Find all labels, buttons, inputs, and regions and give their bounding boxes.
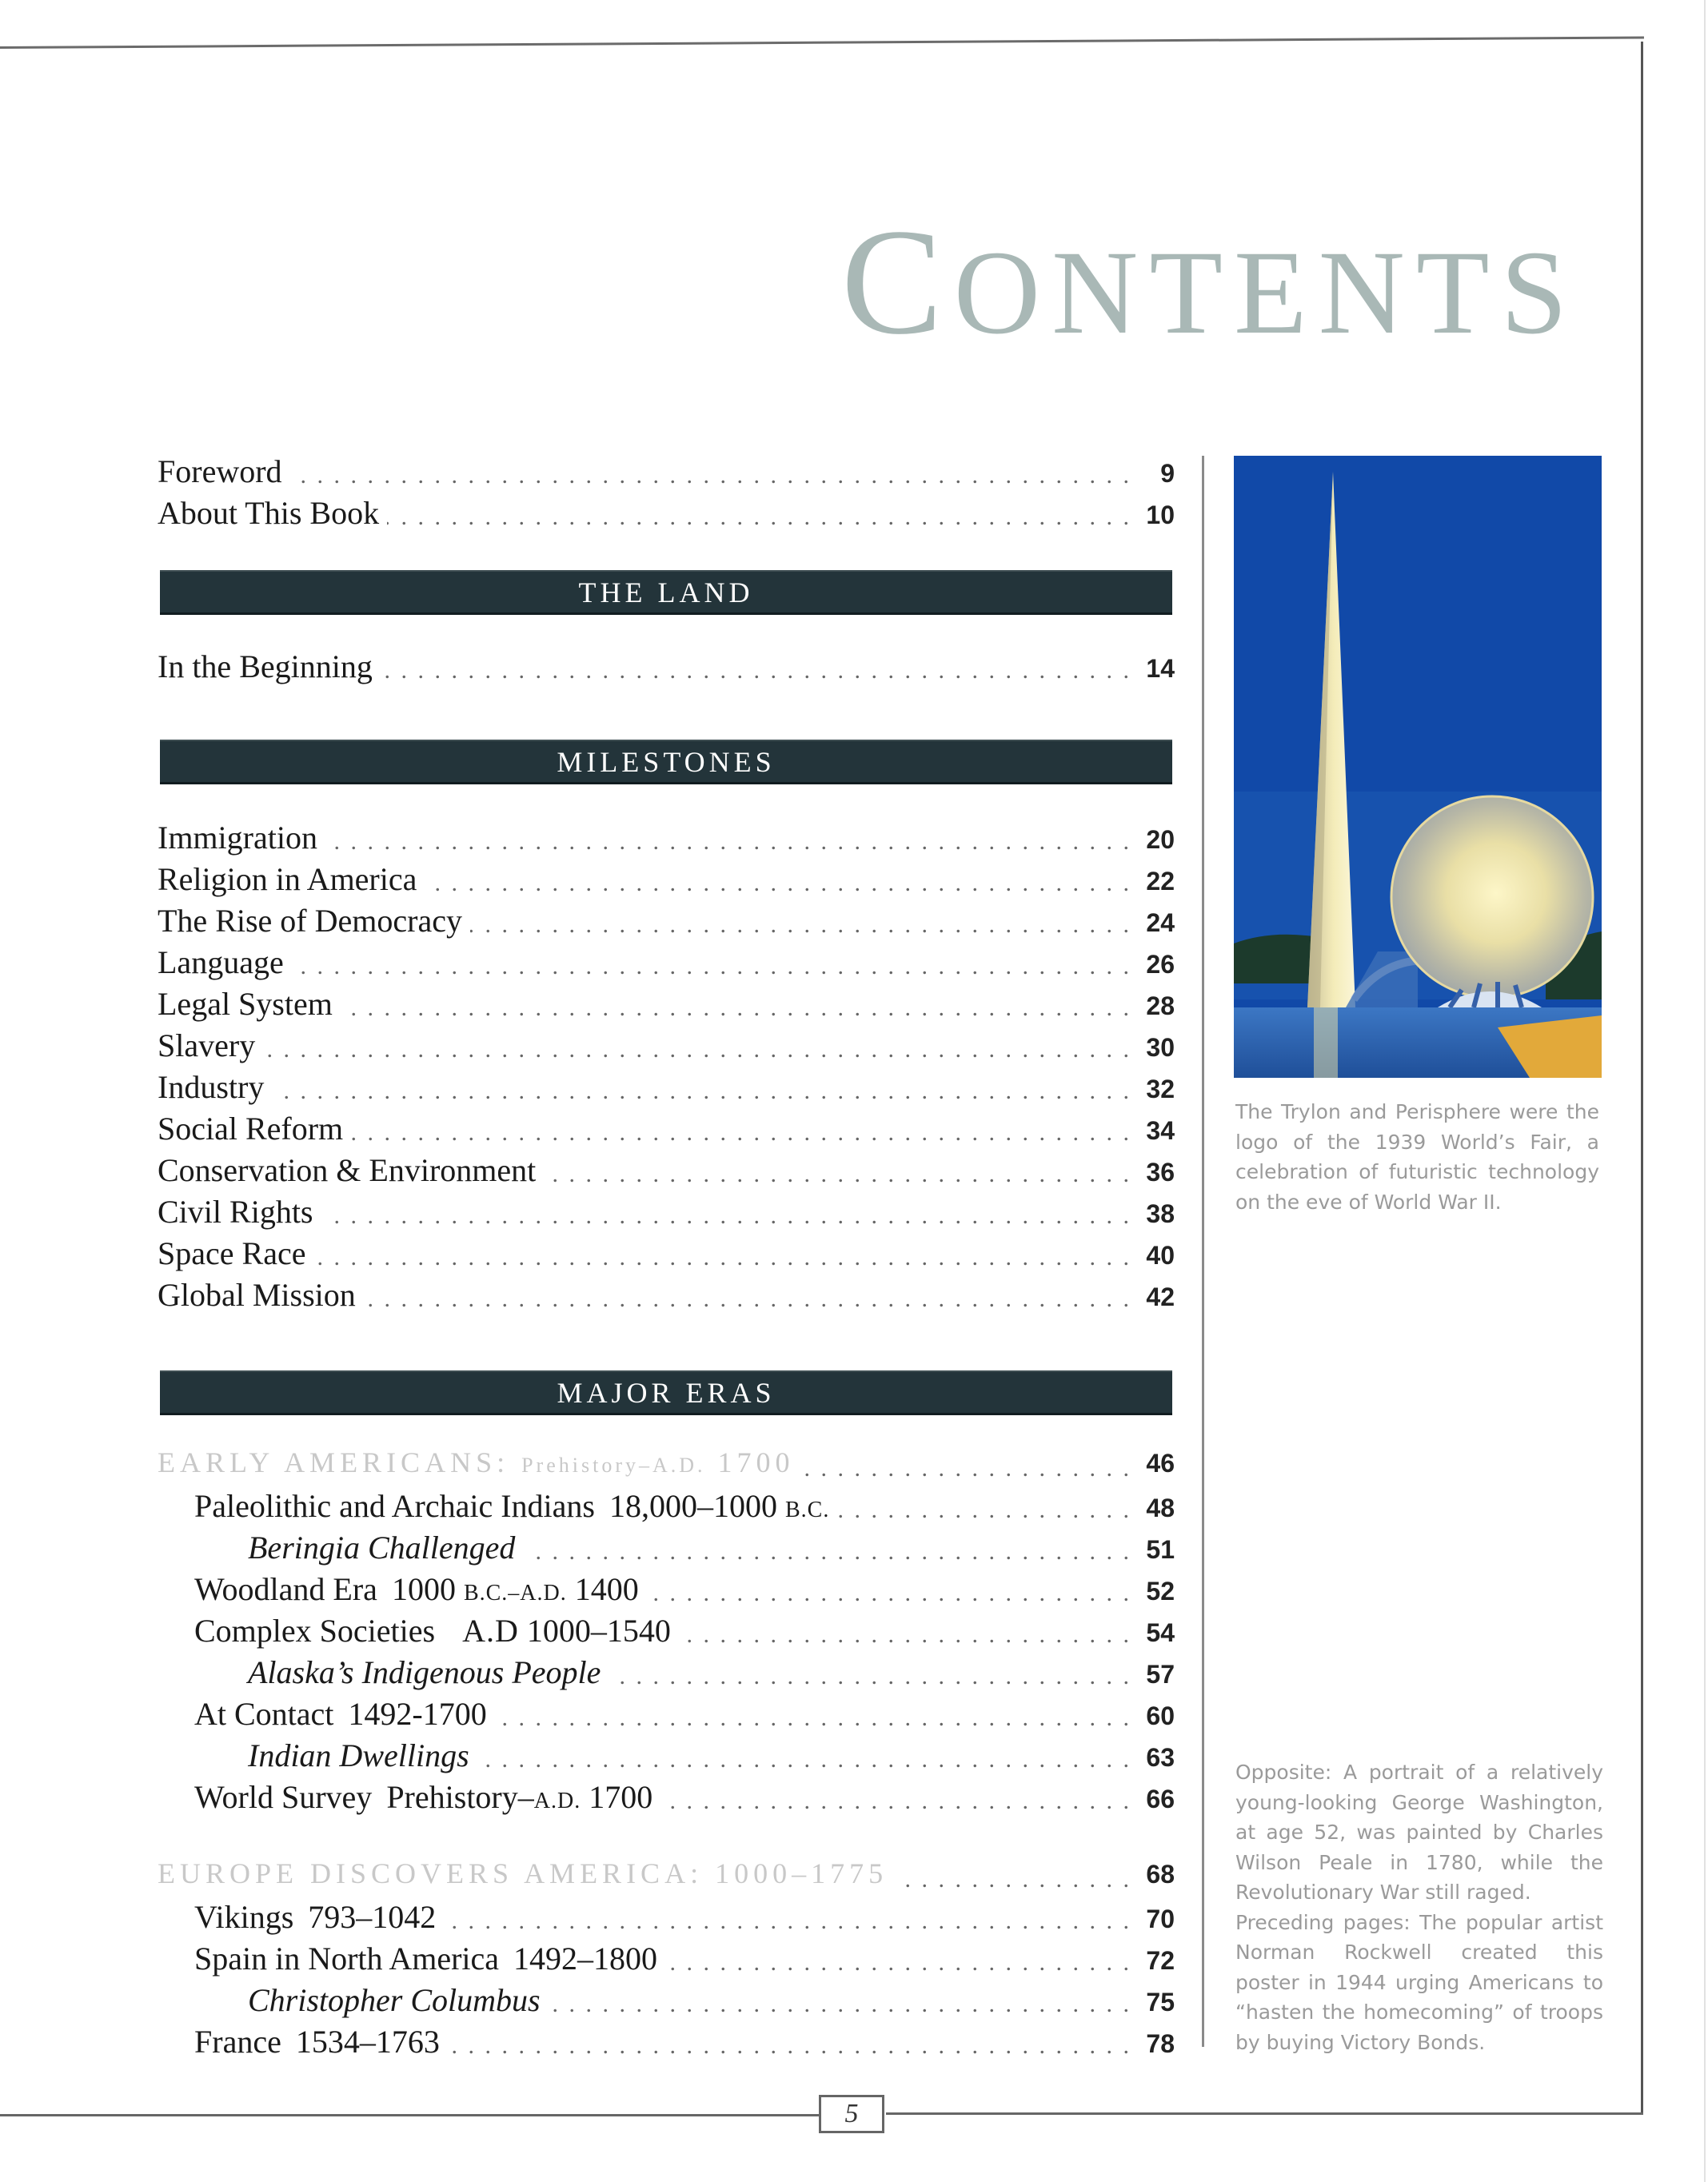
toc-entry-page: 57 xyxy=(1146,1660,1175,1689)
toc-entry[interactable] xyxy=(158,819,1175,860)
dot-leader xyxy=(470,907,1131,939)
toc-entry-label: At Contact 1492-1700 xyxy=(194,1695,495,1733)
page-frame-top-rule xyxy=(0,36,1644,49)
dot-leader xyxy=(425,865,1131,897)
dot-leader xyxy=(679,1617,1131,1649)
toc-entry[interactable] xyxy=(158,1235,1175,1276)
toc-entry-label: Vikings 793–1042 xyxy=(194,1898,444,1936)
toc-entry-label: Conservation & Environment xyxy=(158,1151,544,1189)
toc-entry-page: 40 xyxy=(1146,1241,1175,1270)
toc-entry-page: 20 xyxy=(1146,825,1175,854)
facing-page-captions xyxy=(1235,1757,1603,2057)
toc-entry-label: Legal System xyxy=(158,985,341,1023)
toc-entry-page: 24 xyxy=(1146,908,1175,937)
toc-entry-page: 68 xyxy=(1146,1860,1175,1889)
toc-entry-page: 60 xyxy=(1146,1701,1175,1730)
toc-entry[interactable] xyxy=(158,1529,1175,1570)
toc-entry-label: Complex Societies A.D 1000–1540 xyxy=(194,1612,679,1649)
toc-entry-label: France 1534–1763 xyxy=(194,2023,448,2060)
toc-entry[interactable] xyxy=(158,1487,1175,1529)
toc-entry-page: 22 xyxy=(1146,867,1175,896)
toc-entry[interactable] xyxy=(158,1737,1175,1778)
toc-entry-page: 46 xyxy=(1146,1449,1175,1478)
page-title-initial: C xyxy=(841,198,954,366)
toc-entry-page: 54 xyxy=(1146,1618,1175,1647)
toc-entry-label: The Rise of Democracy xyxy=(158,902,470,939)
toc-entry[interactable] xyxy=(158,1778,1175,1820)
toc-entry[interactable] xyxy=(158,1027,1175,1068)
toc-entry-page: 14 xyxy=(1146,654,1175,683)
toc-entry[interactable] xyxy=(158,1898,1175,1940)
toc-entry-page: 36 xyxy=(1146,1158,1175,1187)
dot-leader xyxy=(381,652,1131,684)
toc-entry-label: Language xyxy=(158,943,292,981)
toc-entry[interactable] xyxy=(158,1612,1175,1653)
toc-entry-page: 32 xyxy=(1146,1075,1175,1103)
illustration-svg xyxy=(1234,456,1602,1078)
toc-entry[interactable] xyxy=(158,1653,1175,1695)
dot-leader xyxy=(803,1450,1131,1482)
dot-leader xyxy=(364,1281,1131,1313)
dot-leader xyxy=(549,1986,1131,2018)
caption-preceding-pages: Preceding pages: The popular artist Norman Rockwell created this poster in 1944 urging Americans to “hasten the homecoming” of troops by buying Victory Bonds. xyxy=(1235,1910,1603,2054)
toc-entry[interactable] xyxy=(158,1570,1175,1612)
section-bar-major-eras: MAJOR ERAS xyxy=(160,1370,1172,1415)
dot-leader xyxy=(325,824,1131,856)
toc-entry[interactable] xyxy=(158,860,1175,902)
toc-entry-label: About This Book xyxy=(158,494,387,532)
toc-entry-label: Beringia Challenged xyxy=(248,1529,523,1566)
toc-entry-label: Immigration xyxy=(158,819,325,856)
toc-entry-label: In the Beginning xyxy=(158,648,381,685)
toc-entry[interactable] xyxy=(158,1193,1175,1235)
toc-entry-label: Alaska’s Indigenous People xyxy=(248,1653,609,1691)
era-heading-entry[interactable] xyxy=(158,1857,1175,1898)
dot-leader xyxy=(290,457,1131,489)
section-bar-milestones: MILESTONES xyxy=(160,740,1172,784)
toc-front-matter xyxy=(158,453,1175,536)
toc-entry[interactable] xyxy=(158,902,1175,943)
toc-entry-label: Paleolithic and Archaic Indians 18,000–1000 B.C. xyxy=(194,1487,837,1525)
page-frame-right-rule xyxy=(1641,42,1643,2115)
dot-leader xyxy=(341,990,1131,1022)
dot-leader xyxy=(292,948,1131,980)
toc-entry-page: 38 xyxy=(1146,1199,1175,1228)
toc-entry-page: 42 xyxy=(1146,1282,1175,1311)
toc-era-europe-discovers-america xyxy=(158,1857,1175,2064)
dot-leader xyxy=(544,1156,1131,1188)
toc-entry-label: Slavery xyxy=(158,1027,263,1064)
toc-entry-page: 10 xyxy=(1146,501,1175,529)
page-title xyxy=(841,198,1579,366)
toc-entry[interactable] xyxy=(158,1068,1175,1110)
era-heading-label: EUROPE DISCOVERS AMERICA: 1000–1775 xyxy=(158,1857,896,1890)
dot-leader xyxy=(444,1903,1131,1935)
toc-entry-label: Civil Rights xyxy=(158,1193,321,1231)
toc-entry-page: 30 xyxy=(1146,1033,1175,1062)
image-caption: The Trylon and Perisphere were the logo of the 1939 World’s Fair, a celebration of futuristic technology on the eve of World War II. xyxy=(1235,1100,1599,1214)
dot-leader xyxy=(448,2028,1131,2060)
toc-entry-page: 75 xyxy=(1146,1988,1175,2016)
dot-leader xyxy=(837,1492,1131,1524)
scan-edge xyxy=(1704,0,1706,2182)
toc-entry[interactable] xyxy=(158,494,1175,536)
page-number: 5 xyxy=(819,2095,884,2133)
toc-entry-page: 34 xyxy=(1146,1116,1175,1145)
toc-entry[interactable] xyxy=(158,453,1175,494)
page-frame-bottom-rule-left xyxy=(0,2114,820,2116)
toc-entry[interactable] xyxy=(158,1940,1175,1981)
page-frame-bottom-rule-right xyxy=(886,2112,1643,2115)
dot-leader xyxy=(313,1239,1131,1271)
section-bar-the-land: THE LAND xyxy=(160,570,1172,615)
toc-entry-page: 78 xyxy=(1146,2029,1175,2058)
dot-leader xyxy=(660,1783,1131,1815)
toc-entry-page: 70 xyxy=(1146,1905,1175,1933)
toc-entry-label: Spain in North America 1492–1800 xyxy=(194,1940,665,1977)
toc-entry-label: Indian Dwellings xyxy=(248,1737,477,1774)
toc-entry-label: Social Reform xyxy=(158,1110,351,1147)
toc-entry[interactable] xyxy=(158,648,1175,689)
toc-entry[interactable] xyxy=(158,1695,1175,1737)
toc-entry-page: 66 xyxy=(1146,1785,1175,1813)
toc-entry-page: 9 xyxy=(1160,459,1175,488)
toc-entry-label: Religion in America xyxy=(158,860,425,898)
toc-entry-page: 28 xyxy=(1146,991,1175,1020)
toc-entry[interactable] xyxy=(158,1276,1175,1318)
dot-leader xyxy=(477,1741,1131,1773)
dot-leader xyxy=(351,1115,1131,1147)
toc-entry[interactable] xyxy=(158,2023,1175,2064)
toc-entry[interactable] xyxy=(158,943,1175,985)
toc-entry-page: 63 xyxy=(1146,1743,1175,1772)
dot-leader xyxy=(896,1861,1131,1893)
toc-entry-label: Global Mission xyxy=(158,1276,364,1314)
era-heading-entry[interactable] xyxy=(158,1446,1175,1487)
page-title-rest: ONTENTS xyxy=(953,226,1579,359)
dot-leader xyxy=(321,1198,1132,1230)
toc-entry[interactable] xyxy=(158,1981,1175,2023)
toc-entry[interactable] xyxy=(158,985,1175,1027)
toc-section-milestones xyxy=(158,819,1175,1318)
dot-leader xyxy=(387,499,1131,531)
toc-entry-page: 48 xyxy=(1146,1494,1175,1522)
dot-leader xyxy=(609,1658,1131,1690)
dot-leader xyxy=(263,1031,1131,1063)
dot-leader xyxy=(495,1700,1131,1732)
dot-leader xyxy=(647,1575,1131,1607)
caption-opposite: Opposite: A portrait of a relatively young-looking George Washington, at age 52, was painted by Charles Wilson Peale in 1780, while the Revolutionary War still raged. xyxy=(1235,1761,1603,1904)
dot-leader xyxy=(665,1945,1131,1977)
toc-entry-label: Foreword xyxy=(158,453,290,490)
era-heading-label: EARLY AMERICANS: Prehistory–A.D. 1700 xyxy=(158,1446,803,1479)
toc-entry-page: 51 xyxy=(1146,1535,1175,1564)
toc-entry-label: Christopher Columbus xyxy=(248,1981,549,2019)
dot-leader xyxy=(523,1534,1131,1566)
trylon-perisphere-illustration xyxy=(1234,456,1602,1078)
toc-section-the-land xyxy=(158,648,1175,689)
toc-entry[interactable] xyxy=(158,1151,1175,1193)
dot-leader xyxy=(272,1073,1131,1105)
toc-entry-page: 72 xyxy=(1146,1946,1175,1975)
toc-entry[interactable] xyxy=(158,1110,1175,1151)
toc-entry-label: World Survey Prehistory–A.D. 1700 xyxy=(194,1778,660,1816)
toc-entry-label: Industry xyxy=(158,1068,272,1106)
toc-entry-page: 26 xyxy=(1146,950,1175,979)
column-divider-rule xyxy=(1202,456,1204,2047)
toc-entry-label: Space Race xyxy=(158,1235,313,1272)
toc-entry-page: 52 xyxy=(1146,1577,1175,1606)
toc-entry-label: Woodland Era 1000 B.C.–A.D. 1400 xyxy=(194,1570,647,1608)
toc-era-early-americans xyxy=(158,1446,1175,1820)
